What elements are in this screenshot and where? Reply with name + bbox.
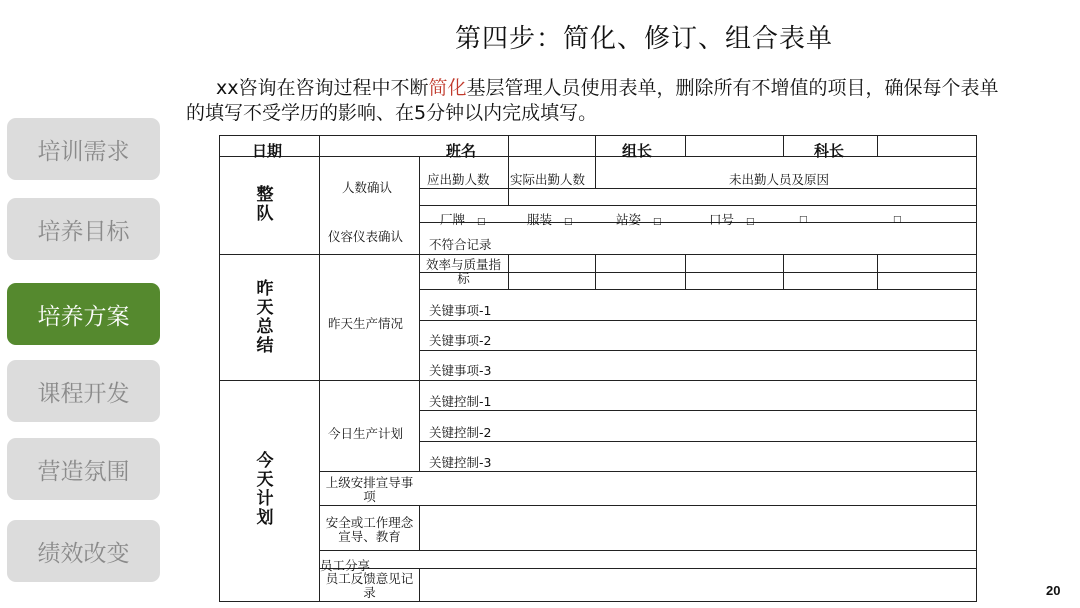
form-line (419, 505, 420, 550)
intro-prefix: xx咨询在咨询过程中不断 (216, 77, 429, 99)
key-item-1: 关键事项-1 (429, 303, 492, 318)
key-item-2: 关键事项-2 (429, 333, 492, 348)
appearance-item-posture: 站姿 □ (616, 212, 662, 227)
nav-item-performance-change[interactable]: 绩效改变 (7, 520, 160, 582)
efficiency-quality-label: 效率与质量指标 (425, 257, 501, 286)
noncompliance-label: 不符合记录 (429, 237, 492, 252)
form-line (685, 135, 686, 156)
page-title: 第四步：简化、修订、组合表单 (455, 24, 834, 54)
nav-item-training-goals[interactable]: 培养目标 (7, 198, 160, 260)
form-line (319, 471, 977, 472)
appearance-item-blank-1 (799, 210, 808, 225)
form-line (419, 289, 977, 290)
checkbox-icon[interactable]: □ (799, 215, 808, 225)
form-line (419, 320, 977, 321)
key-control-3: 关键控制-3 (429, 455, 492, 470)
employee-sharing-label: 员工分享 (320, 558, 371, 573)
form-line (595, 135, 596, 156)
yesterday-production-label: 昨天生产情况 (328, 316, 404, 331)
form-line (319, 505, 977, 506)
section-yesterday-title: 昨天总结 (256, 279, 274, 356)
superior-briefing-label: 上级安排宣导事项 (325, 475, 414, 504)
form-line (783, 254, 784, 289)
key-item-3: 关键事项-3 (429, 363, 492, 378)
form-line (783, 135, 784, 156)
nav-item-training-needs[interactable]: 培训需求 (7, 118, 160, 180)
header-shift: 班名 (446, 142, 477, 160)
form-line (595, 254, 596, 289)
today-plan-label: 今日生产计划 (328, 426, 404, 441)
appearance-item-blank-2 (893, 210, 902, 225)
form-line (319, 568, 977, 569)
nav-item-atmosphere[interactable]: 营造氛围 (7, 438, 160, 500)
intro-highlight: 简化 (428, 77, 467, 99)
form-line (419, 350, 977, 351)
form-line (419, 205, 977, 206)
header-section-chief: 科长 (814, 142, 845, 160)
form-line (419, 568, 420, 602)
form-line (419, 188, 977, 189)
appearance-item-slogan: 口号 □ (709, 212, 755, 227)
form-line (219, 156, 977, 157)
safety-education-label: 安全或工作理念宣导、教育 (325, 515, 414, 544)
header-leader: 组长 (622, 142, 653, 160)
intro-paragraph (186, 76, 1016, 126)
checkbox-icon[interactable]: □ (745, 217, 755, 227)
form-line (508, 135, 509, 205)
form-line (877, 254, 878, 289)
intro-suffix: 基层管理人员使用表单，删除所有不增值的项目，确保每个表单的填写不受学历的影响、在5分钟以内完成填写。 (186, 77, 999, 124)
form-line (508, 254, 509, 289)
appearance-label: 仪容仪表确认 (328, 229, 404, 244)
headcount-label: 人数确认 (342, 180, 393, 195)
employee-feedback-label: 员工反馈意见记录 (325, 571, 414, 600)
key-control-1: 关键控制-1 (429, 394, 492, 409)
actual-attendance-label: 实际出勤人数 (510, 172, 586, 187)
expected-attendance-label: 应出勤人数 (427, 172, 490, 187)
section-today-title: 今天计划 (256, 451, 274, 528)
page-number: 20 (1046, 583, 1061, 598)
form-line (219, 380, 977, 381)
nav-item-course-development[interactable]: 课程开发 (7, 360, 160, 422)
form-line (685, 254, 686, 289)
checkbox-icon[interactable]: □ (893, 215, 902, 225)
header-date: 日期 (252, 142, 283, 160)
checkbox-icon[interactable]: □ (652, 217, 662, 227)
absent-reason-label: 未出勤人员及原因 (729, 172, 830, 187)
key-control-2: 关键控制-2 (429, 425, 492, 440)
appearance-item-uniform: 服装 □ (527, 212, 573, 227)
section-assembly-title: 整队 (256, 185, 274, 224)
checkbox-icon[interactable]: □ (476, 217, 486, 227)
form-line (419, 156, 420, 471)
nav-item-training-plan[interactable]: 培养方案 (7, 283, 160, 345)
form-line (877, 135, 878, 156)
form-line (319, 550, 977, 551)
form-line (219, 254, 977, 255)
form-line (595, 156, 596, 188)
form-line (419, 441, 977, 442)
form-line (419, 410, 977, 411)
appearance-item-badge: 厂牌 □ (440, 212, 486, 227)
checkbox-icon[interactable]: □ (563, 217, 573, 227)
